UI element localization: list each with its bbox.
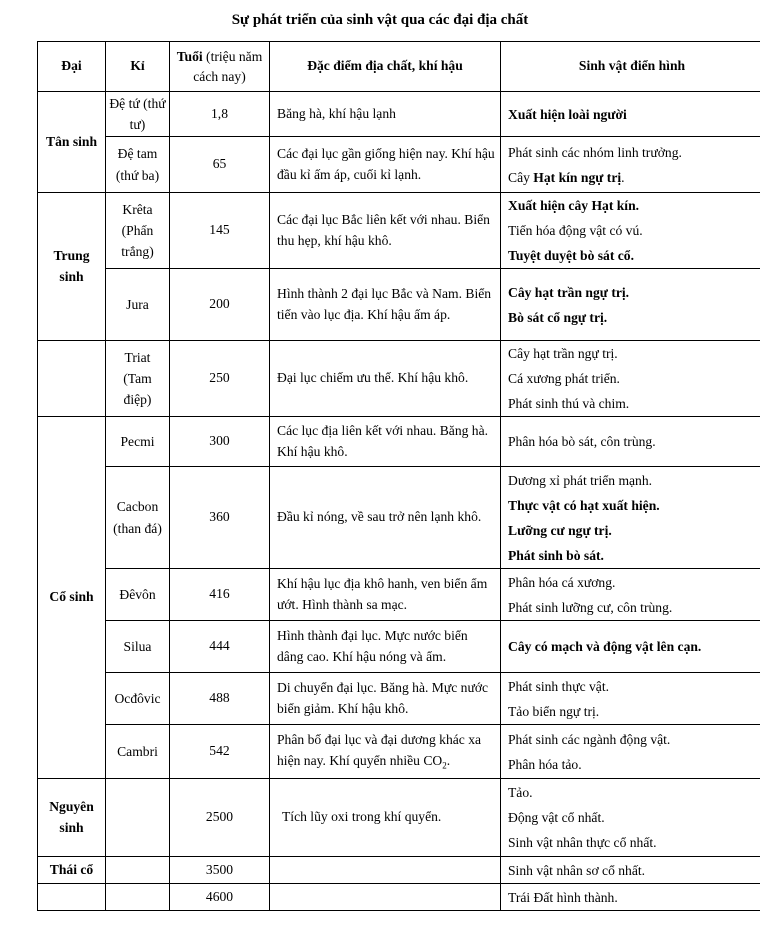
life-item: Lưỡng cư ngự trị.	[508, 522, 612, 538]
life-cell	[501, 569, 760, 621]
age-cell: 4600	[170, 884, 270, 911]
table-row	[38, 884, 760, 911]
life-item: Phát sinh lưỡng cư, côn trùng.	[508, 599, 673, 615]
geology-cell: Khí hậu lục địa khô hanh, ven biển ẩm ướt. Hình thành sa mạc.	[270, 569, 501, 621]
header-age-main: Tuổi	[176, 49, 203, 65]
life-suffix: .	[621, 169, 625, 185]
life-item: Phát sinh thú và chim.	[508, 396, 630, 411]
life-cell	[501, 269, 760, 341]
life-cell	[501, 417, 760, 467]
geology-cell: Đầu kỉ nóng, về sau trở nên lạnh khô.	[270, 467, 501, 569]
geology-text: Phân bố đại lục và đại dương khác xa hiện nay. Khí quyển nhiều CO	[277, 732, 482, 768]
life-cell	[501, 92, 760, 137]
era-co-sinh: Cổ sinh	[38, 417, 106, 779]
age-cell: 65	[170, 137, 270, 193]
age-cell: 444	[170, 621, 270, 673]
period-cell: Cacbon (than đá)	[106, 467, 170, 569]
table-row	[38, 779, 760, 857]
geology-cell: Hình thành 2 đại lục Bắc và Nam. Biển tiến vào lục địa. Khí hậu ấm áp.	[270, 269, 501, 341]
life-item: Phát sinh bò sát.	[508, 547, 604, 563]
period-cell: Jura	[106, 269, 170, 341]
geologic-table	[37, 41, 760, 911]
table-row	[38, 621, 760, 673]
table-row	[38, 673, 760, 725]
table-row	[38, 92, 760, 137]
period-cell: Đệ tứ (thứ tư)	[106, 92, 170, 137]
life-item: Phát sinh thực vật.	[508, 678, 610, 694]
age-cell: 542	[170, 725, 270, 779]
header-geology: Đặc điểm địa chất, khí hậu	[270, 42, 501, 92]
geology-cell: Tích lũy oxi trong khí quyển.	[270, 779, 501, 857]
age-cell: 300	[170, 417, 270, 467]
life-item: Tảo biển ngự trị.	[508, 703, 600, 719]
life-cell	[501, 137, 760, 193]
period-cell	[106, 779, 170, 857]
period-cell: Đệ tam (thứ ba)	[106, 137, 170, 193]
geology-cell: Các lục địa liên kết với nhau. Băng hà. Khí hậu khô.	[270, 417, 501, 467]
life-cell	[501, 673, 760, 725]
age-cell: 1,8	[170, 92, 270, 137]
period-cell: Cambri	[106, 725, 170, 779]
life-cell	[501, 341, 760, 417]
header-row	[38, 42, 760, 92]
page-title: Sự phát triển của sinh vật qua các đại địa chất	[231, 12, 529, 28]
era-trung-sinh: Trung sinh	[38, 193, 106, 341]
age-cell: 416	[170, 569, 270, 621]
life-cell	[501, 857, 760, 884]
period-cell: Pecmi	[106, 417, 170, 467]
geology-subscript: 2	[442, 760, 447, 771]
era-tan-sinh: Tân sinh	[38, 92, 106, 193]
geology-end: .	[446, 752, 451, 768]
table-row	[38, 417, 760, 467]
table-row	[38, 857, 760, 884]
header-era: Đại	[38, 42, 106, 92]
life-item: Sinh vật nhân thực cổ nhất.	[508, 835, 657, 850]
table-row	[38, 137, 760, 193]
life-item: Bò sát cổ ngự trị.	[508, 309, 608, 325]
life-item: Phát sinh các ngành động vật.	[508, 731, 671, 747]
life-item: Xuất hiện cây Hạt kín.	[508, 198, 640, 213]
header-life: Sinh vật điển hình	[501, 42, 760, 92]
geology-cell: Các đại lục Bắc liên kết với nhau. Biển thu hẹp, khí hậu khô.	[270, 193, 501, 269]
life-item: Cây hạt trần ngự trị.	[508, 346, 618, 361]
life-item: Tiến hóa động vật có vú.	[508, 223, 643, 238]
age-cell: 145	[170, 193, 270, 269]
era-thai-co: Thái cổ	[38, 857, 106, 884]
life-cell	[501, 621, 760, 673]
geology-cell	[270, 884, 501, 911]
life-item: Cá xương phát triển.	[508, 371, 620, 386]
table-row	[38, 725, 760, 779]
life-item: Phân hóa bò sát, côn trùng.	[508, 434, 656, 449]
life-cell	[501, 884, 760, 911]
geology-cell: Đại lục chiếm ưu thế. Khí hậu khô.	[270, 341, 501, 417]
life-item: Cây hạt trần ngự trị.	[508, 284, 630, 300]
life-item: Tảo.	[508, 785, 533, 800]
life-item: Thực vật có hạt xuất hiện.	[508, 497, 660, 513]
life-item: Xuất hiện loài người	[508, 106, 627, 122]
life-item: Trái Đất hình thành.	[508, 889, 618, 905]
period-cell: Triat (Tam điệp)	[106, 341, 170, 417]
table-row	[38, 467, 760, 569]
header-age-sub: (triệu năm cách nay)	[193, 49, 263, 84]
life-item: Động vật cổ nhất.	[508, 810, 605, 825]
period-cell: Silua	[106, 621, 170, 673]
period-cell: Krêta (Phấn trắng)	[106, 193, 170, 269]
table-row	[38, 341, 760, 417]
life-item: Sinh vật nhân sơ cổ nhất.	[508, 862, 646, 878]
geology-cell	[270, 725, 501, 779]
table-row	[38, 569, 760, 621]
geology-cell: Di chuyển đại lục. Băng hà. Mực nước biển giảm. Khí hậu khô.	[270, 673, 501, 725]
era-nguyen-sinh: Nguyên sinh	[38, 779, 106, 857]
geology-cell	[270, 857, 501, 884]
life-item: Phân hóa tảo.	[508, 756, 582, 772]
header-period: Kỉ	[106, 42, 170, 92]
period-cell	[106, 857, 170, 884]
table-row	[38, 193, 760, 269]
age-cell: 2500	[170, 779, 270, 857]
geology-cell: Các đại lục gần giống hiện nay. Khí hậu đầu kỉ ấm áp, cuối kỉ lạnh.	[270, 137, 501, 193]
life-item: Phát sinh các nhóm linh trưởng.	[508, 144, 682, 160]
life-item	[508, 165, 759, 190]
age-cell: 3500	[170, 857, 270, 884]
geology-cell: Hình thành đại lục. Mực nước biển dâng cao. Khí hậu nóng và ẩm.	[270, 621, 501, 673]
life-bold: Hạt kín ngự trị	[533, 169, 622, 185]
age-cell: 488	[170, 673, 270, 725]
header-age	[170, 42, 270, 92]
era-empty-cell	[38, 341, 106, 417]
table-row	[38, 269, 760, 341]
age-cell: 360	[170, 467, 270, 569]
age-cell: 200	[170, 269, 270, 341]
geology-cell: Băng hà, khí hậu lạnh	[270, 92, 501, 137]
life-cell	[501, 779, 760, 857]
period-cell: Ocđôvic	[106, 673, 170, 725]
life-cell	[501, 725, 760, 779]
life-prefix: Cây	[508, 169, 534, 185]
life-cell	[501, 193, 760, 269]
period-cell	[106, 884, 170, 911]
life-item: Phân hóa cá xương.	[508, 574, 616, 590]
life-cell	[501, 467, 760, 569]
age-cell: 250	[170, 341, 270, 417]
life-item: Cây có mạch và động vật lên cạn.	[508, 639, 702, 654]
life-item: Dương xỉ phát triển mạnh.	[508, 472, 653, 488]
life-item: Tuyệt duyệt bò sát cổ.	[508, 248, 635, 263]
era-empty-cell	[38, 884, 106, 911]
period-cell: Đêvôn	[106, 569, 170, 621]
